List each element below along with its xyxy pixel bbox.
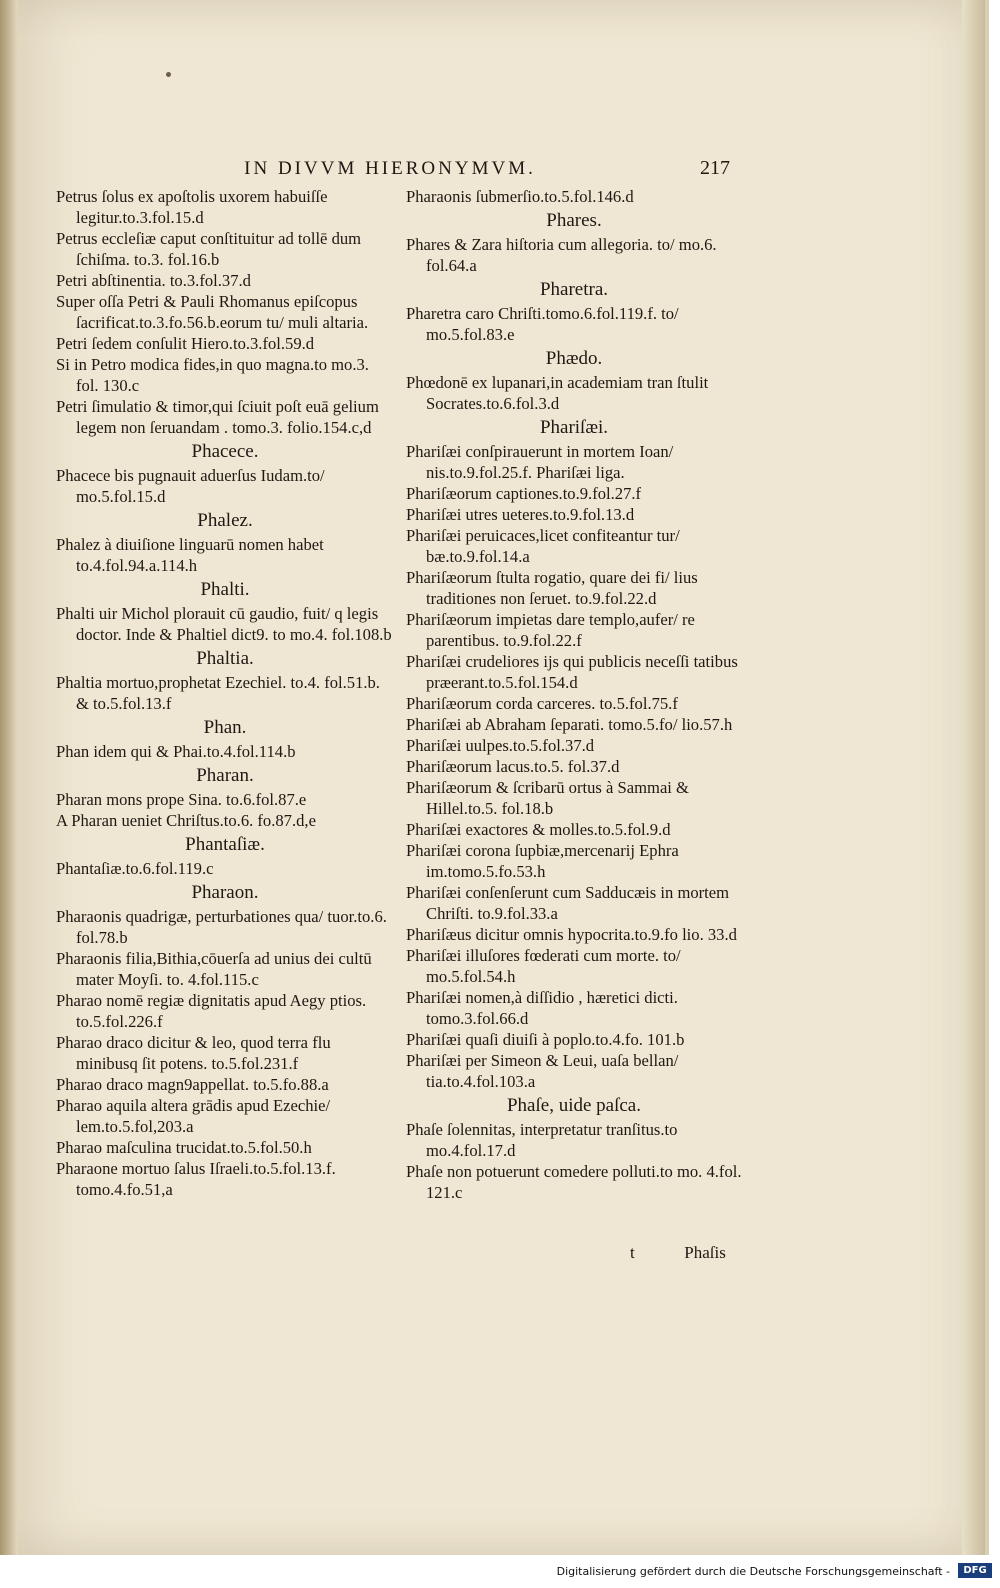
index-entry: Petri abſtinentia. to.3.fol.37.d — [56, 271, 251, 290]
index-entry: Petri ſimulatio & timor,qui ſciuit poſt euā gelium legem non ſeruandam . tomo.3. folio.154.c,d — [56, 397, 379, 437]
index-entry: Pharan mons prope Sina. to.6.fol.87.e — [56, 790, 307, 809]
index-entry: Phariſæi conſenſerunt cum Sadducæis in mortem Chriſti. to.9.fol.33.a — [406, 883, 730, 923]
page-gutter — [0, 0, 18, 1555]
funding-credit: Digitalisierung gefördert durch die Deutsche Forschungsgemeinschaft - — [556, 1565, 950, 1578]
page-number: 217 — [700, 157, 730, 179]
index-heading: Phan. — [203, 717, 247, 738]
digitization-footer — [0, 1558, 1000, 1588]
index-entry: Phan idem qui & Phai.to.4.fol.114.b — [56, 742, 296, 761]
index-entry: Phariſæorum & ſcribarū ortus à Sammai & Hillel.to.5. fol.18.b — [406, 778, 689, 818]
index-entry: Phariſæorum lacus.to.5. fol.37.d — [406, 757, 620, 776]
index-entry: Phariſæorum captiones.to.9.fol.27.f — [406, 484, 642, 503]
signature-mark: t — [630, 1243, 635, 1262]
index-entry: Phariſæi quaſi diuiſi à poplo.to.4.fo. 101.b — [406, 1030, 685, 1049]
index-entry: Phariſæi illuſores fœderati cum morte. to/ mo.5.fol.54.h — [406, 946, 681, 986]
index-heading: Pharan. — [196, 765, 254, 786]
index-heading: Phares. — [546, 210, 602, 231]
index-entry: Phariſæi conſpirauerunt in mortem Ioan/ nis.to.9.fol.25.f. Phariſæi liga. — [406, 442, 674, 482]
index-heading: Pharetra. — [539, 279, 609, 300]
index-entry: Pharao draco dicitur & leo, quod terra flu minibusq ſit potens. to.5.fol.231.f — [56, 1033, 331, 1073]
index-entry: Phariſæus dicitur omnis hypocrita.to.9.fo lio. 33.d — [406, 925, 737, 944]
index-heading: Phaſe, uide paſca. — [506, 1095, 641, 1116]
index-entry: Phariſæi utres ueteres.to.9.fol.13.d — [406, 505, 635, 524]
index-entry: Pharao maſculina trucidat.to.5.fol.50.h — [56, 1138, 312, 1157]
index-heading: Phacece. — [191, 441, 259, 462]
catchword: Phaſis — [684, 1243, 726, 1262]
index-heading: Phalti. — [200, 579, 250, 600]
index-entry: Phariſæi peruicaces,licet confiteantur tur/ bæ.to.9.fol.14.a — [406, 526, 680, 566]
index-entry: Phariſæi ab Abraham ſeparati. tomo.5.fo/ lio.57.h — [406, 715, 733, 734]
index-entry: Phariſæi per Simeon & Leui, uaſa bellan/ tia.to.4.fol.103.a — [406, 1051, 679, 1091]
index-entry: Pharetra caro Chriſti.tomo.6.fol.119.f. to/ mo.5.fol.83.e — [406, 304, 679, 344]
index-entry: Phaſe non potuerunt comedere polluti.to mo. 4.fol. 121.c — [406, 1162, 742, 1202]
dfg-logo: DFG — [958, 1563, 992, 1578]
index-entry: Phariſæorum corda carceres. to.5.fol.75.f — [406, 694, 678, 713]
index-entry: Petri ſedem conſulit Hiero.to.3.fol.59.d — [56, 334, 315, 353]
index-entry: Phacece bis pugnauit aduerſus Iudam.to/ mo.5.fol.15.d — [56, 466, 325, 506]
ink-spot — [166, 72, 171, 77]
index-entry: Phariſæorum impietas dare templo,aufer/ re parentibus. to.9.fol.22.f — [406, 610, 695, 650]
page-edge — [962, 0, 985, 1555]
index-column-left — [56, 186, 394, 1200]
index-entry: Phaſe ſolennitas, interpretatur tranſitus.to mo.4.fol.17.d — [406, 1120, 678, 1160]
index-heading: Phariſæi. — [539, 417, 609, 438]
index-heading: Phantaſiæ. — [185, 834, 265, 855]
index-entry: Phantaſiæ.to.6.fol.119.c — [56, 859, 214, 878]
index-entry: Pharaonis filia,Bithia,cōuerſa ad unius dei cultū mater Moyſi. to. 4.fol.115.c — [56, 949, 372, 989]
index-entry: A Pharan ueniet Chriſtus.to.6. fo.87.d,e — [56, 811, 316, 830]
index-entry: Pharaone mortuo ſalus Iſraeli.to.5.fol.13.f. tomo.4.fo.51,a — [56, 1159, 336, 1199]
index-heading: Pharaon. — [191, 882, 259, 903]
running-head: IN DIVVM HIERONYMVM. — [244, 158, 536, 179]
index-entry: Phares & Zara hiſtoria cum allegoria. to/ mo.6. fol.64.a — [406, 235, 717, 275]
index-entry: Super oſſa Petri & Pauli Rhomanus epiſcopus ſacrificat.to.3.fo.56.b.eorum tu/ muli altaria. — [56, 292, 369, 332]
index-entry: Petrus eccleſiæ caput conſtituitur ad tollē dum ſchiſma. to.3. fol.16.b — [56, 229, 362, 269]
index-column-right — [406, 186, 742, 1203]
index-entry: Phariſæi corona ſupbiæ,mercenarij Ephra im.tomo.5.fo.53.h — [406, 841, 679, 881]
index-entry: Phariſæi nomen,à diſſidio , hæretici dicti. tomo.3.fol.66.d — [406, 988, 678, 1028]
index-heading: Phædo. — [545, 348, 603, 369]
index-entry: Pharao draco magn9appellat. to.5.fo.88.a — [56, 1075, 329, 1094]
index-entry: Phariſæorum ſtulta rogatio, quare dei fi/ lius traditiones non ſeruet. to.9.fol.22.d — [406, 568, 698, 608]
index-entry: Pharao nomē regiæ dignitatis apud Aegy ptios. to.5.fol.226.f — [56, 991, 367, 1031]
index-heading: Phaltia. — [196, 648, 254, 669]
index-entry: Pharaonis quadrigæ, perturbationes qua/ tuor.to.6. fol.78.b — [56, 907, 387, 947]
index-heading: Phalez. — [197, 510, 253, 531]
index-entry: Pharaonis ſubmerſio.to.5.fol.146.d — [406, 187, 634, 206]
index-entry: Phœdonē ex lupanari,in academiam tran ſtulit Socrates.to.6.fol.3.d — [406, 373, 709, 413]
index-entry: Phalez à diuiſione linguarū nomen habet to.4.fol.94.a.114.h — [56, 535, 324, 575]
index-entry: Phaltia mortuo,prophetat Ezechiel. to.4. fol.51.b. & to.5.fol.13.f — [56, 673, 380, 713]
page-footer-line — [630, 1243, 740, 1263]
index-entry: Phariſæi crudeliores ijs qui publicis neceſſi tatibus præerant.to.5.fol.154.d — [406, 652, 738, 692]
index-entry: Petrus ſolus ex apoſtolis uxorem habuiſſe legitur.to.3.fol.15.d — [56, 187, 328, 227]
index-entry: Phalti uir Michol plorauit cū gaudio, fuit/ q legis doctor. Inde & Phaltiel dict9. to mo.4. fol.108.b — [56, 604, 392, 644]
index-entry: Pharao aquila altera grādis apud Ezechie/ lem.to.5.fol,203.a — [56, 1096, 331, 1136]
index-entry: Si in Petro modica fides,in quo magna.to mo.3. fol. 130.c — [56, 355, 369, 395]
index-entry: Phariſæi exactores & molles.to.5.fol.9.d — [406, 820, 671, 839]
index-entry: Phariſæi uulpes.to.5.fol.37.d — [406, 736, 595, 755]
